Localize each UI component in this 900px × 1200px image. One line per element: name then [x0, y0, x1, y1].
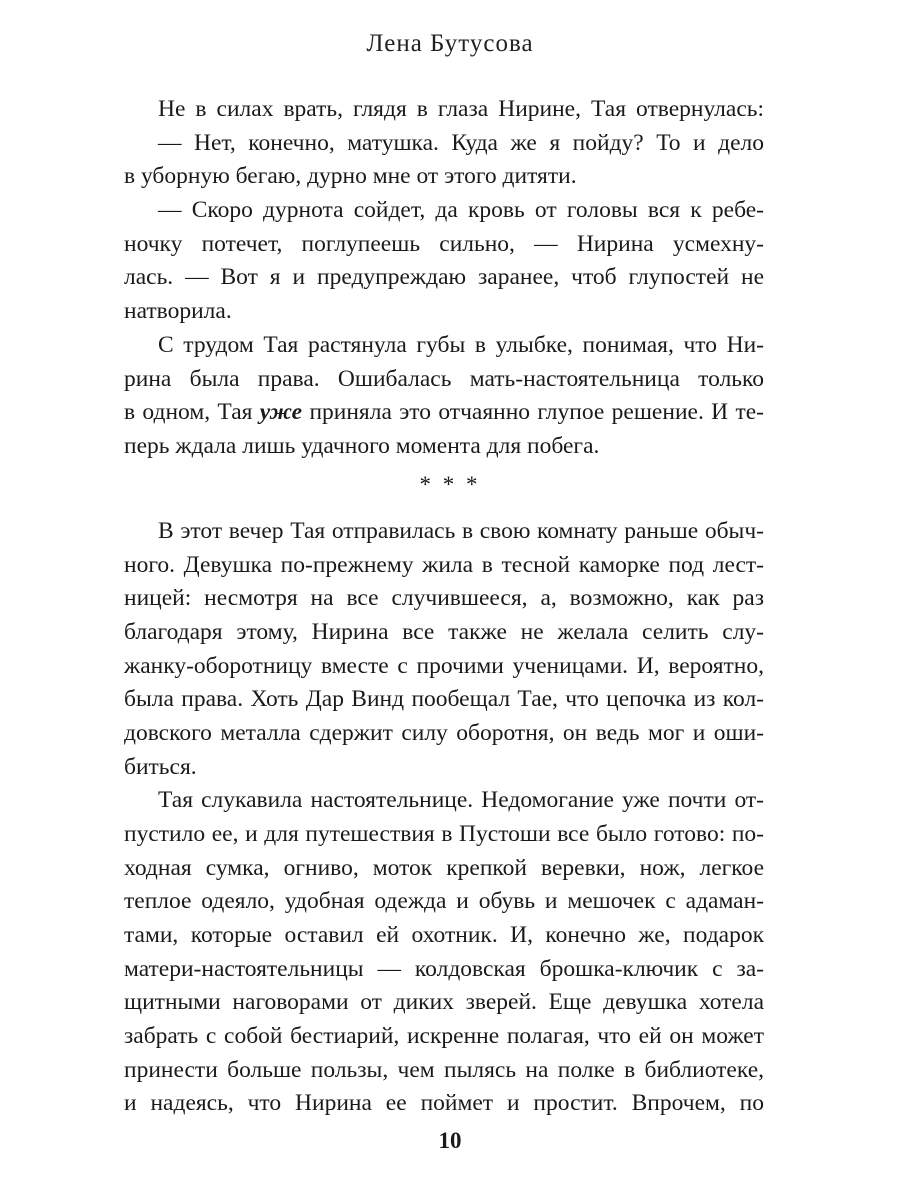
text-line: С трудом Тая растянула губы в улыбке, понимая, что Ни-	[158, 332, 764, 358]
text-line: забрать с собой бестиарий, искренне полагая, что ей он может	[124, 1023, 764, 1049]
running-head-author: Лена Бутусова	[366, 30, 534, 57]
section-separator: * * *	[419, 472, 481, 497]
text-line: биться.	[124, 754, 197, 780]
emphasized-word: уже	[259, 399, 303, 425]
text-line: перь ждала лишь удачного момента для побега.	[124, 433, 600, 459]
text-line: матери-настоятельницы — колдовская брошка-ключик с за-	[124, 956, 764, 982]
text-segment: приняла это отчаянно глупое решение. И те-	[302, 399, 764, 425]
text-line: рина была права. Ошибалась мать-настоятельница только	[124, 366, 764, 392]
page-number: 10	[438, 1128, 462, 1153]
text-line: теплое одеяло, удобная одежда и обувь и мешочек с адаман-	[124, 888, 764, 914]
text-line: Не в силах врать, глядя в глаза Нирине, Тая отвернулась:	[158, 96, 764, 122]
text-line: — Скоро дурнота сойдет, да кровь от головы вся к ребе-	[158, 197, 764, 223]
text-line: пустило ее, и для путешествия в Пустоши все было готово: по-	[124, 821, 764, 847]
text-line: благодаря этому, Нирина все также не желала селить слу-	[124, 619, 764, 645]
text-line: щитными наговорами от диких зверей. Еще девушка хотела	[124, 989, 764, 1015]
text-line: принести больше пользы, чем пылясь на полке в библиотеке,	[124, 1057, 764, 1083]
text-line: была права. Хоть Дар Винд пообещал Тае, что цепочка из кол-	[124, 686, 764, 712]
text-line: жанку-оборотницу вместе с прочими ученицами. И, вероятно,	[124, 653, 764, 679]
text-line: и надеясь, что Нирина ее поймет и простит. Впрочем, по	[124, 1090, 764, 1116]
text-line: тами, которые оставил ей охотник. И, конечно же, подарок	[124, 922, 764, 948]
text-line: лась. — Вот я и предупреждаю заранее, чтоб глупостей не	[124, 264, 764, 290]
text-line: ницей: несмотря на все случившееся, а, возможно, как раз	[124, 585, 764, 611]
text-line: В этот вечер Тая отправилась в свою комнату раньше обыч-	[158, 518, 764, 544]
text-line: в уборную бегаю, дурно мне от этого дитяти.	[124, 163, 577, 189]
text-line: довского металла сдержит силу оборотня, он ведь мог и оши-	[124, 720, 764, 746]
text-line: — Нет, конечно, матушка. Куда же я пойду? То и дело	[158, 130, 764, 156]
text-segment: в одном, Тая	[124, 399, 260, 425]
text-line: ночку потечет, поглупеешь сильно, — Нирина усмехну-	[124, 231, 764, 257]
text-line: ходная сумка, огниво, моток крепкой веревки, нож, легкое	[124, 855, 764, 881]
text-line: ного. Девушка по-прежнему жила в тесной каморке под лест-	[124, 552, 764, 578]
text-line: Тая слукавила настоятельнице. Недомогание уже почти от-	[158, 787, 764, 813]
text-line	[124, 395, 764, 429]
text-line: натворила.	[124, 298, 232, 324]
